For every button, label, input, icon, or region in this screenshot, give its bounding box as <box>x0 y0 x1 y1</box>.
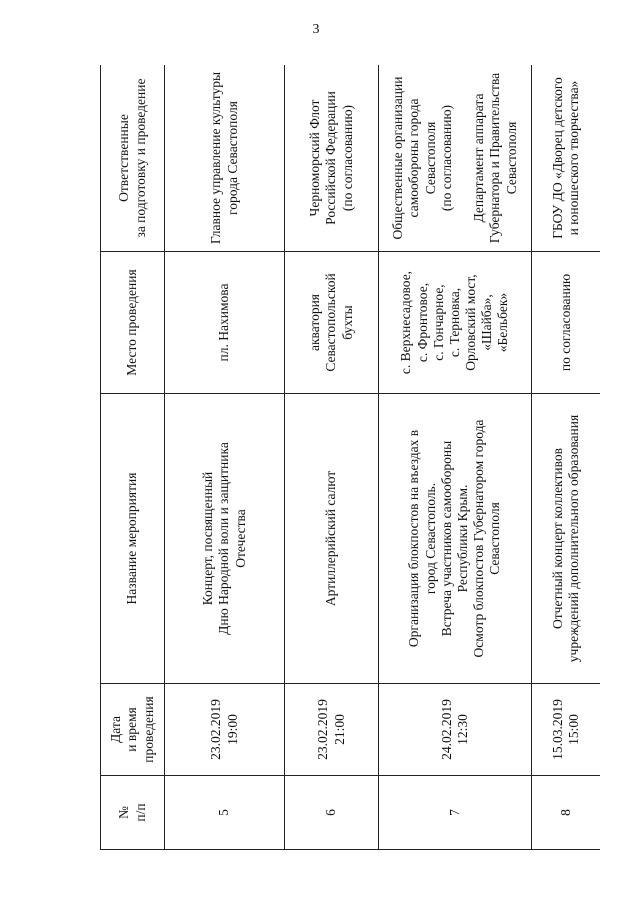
cell-num: 7 <box>379 776 532 850</box>
cell-responsible: Главное управление культуры города Севастополя <box>165 65 285 252</box>
header-place: Место проведения <box>101 252 165 394</box>
header-name: Название мероприятия <box>101 394 165 684</box>
cell-responsible: ГБОУ ДО «Дворец детского и юношеского творчества» <box>532 65 601 252</box>
cell-place: пл. Нахимова <box>165 252 285 394</box>
cell-place: акватория Севастопольской бухты <box>285 252 379 394</box>
cell-place: с. Верхнесадовое, с. Фронтовое, с. Гончарное, с. Терновка, Орловский мост, «Шайба», «Бельбек» <box>379 252 532 394</box>
cell-num: 8 <box>532 776 601 850</box>
cell-name: Концерт, посвященный Дню Народной воли и защитника Отечества <box>165 394 285 684</box>
page-number: 3 <box>312 22 320 37</box>
cell-num: 6 <box>285 776 379 850</box>
cell-responsible: Черноморский Флот Российской Федерации (по согласованию) <box>285 65 379 252</box>
events-table <box>100 65 600 850</box>
cell-date: 15.03.2019 15:00 <box>532 684 601 776</box>
header-num: № п/п <box>101 776 165 850</box>
cell-name: Артиллерийский салют <box>285 394 379 684</box>
table-row <box>285 65 379 850</box>
rotated-table-container <box>100 65 600 850</box>
table-header-row <box>101 65 165 850</box>
cell-responsible: Общественные организации самообороны города Севастополя (по согласованию) Департамент аппарата Губернатора и Правительства Севастополя <box>379 65 532 252</box>
table-row <box>379 65 532 850</box>
cell-date: 23.02.2019 19:00 <box>165 684 285 776</box>
cell-date: 23.02.2019 21:00 <box>285 684 379 776</box>
table-row <box>532 65 601 850</box>
header-responsible: Ответственные за подготовку и проведение <box>101 65 165 252</box>
cell-num: 5 <box>165 776 285 850</box>
cell-name: Отчетный концерт коллективов учреждений дополнительного образования <box>532 394 601 684</box>
cell-name: Организация блокпостов на въездах в город Севастополь. Встреча участников самообороны Республики Крым. Осмотр блокпостов Губернатором города Севастополя <box>379 394 532 684</box>
cell-place: по согласованию <box>532 252 601 394</box>
cell-date: 24.02.2019 12:30 <box>379 684 532 776</box>
table-row <box>165 65 285 850</box>
header-date: Дата и время проведения <box>101 684 165 776</box>
